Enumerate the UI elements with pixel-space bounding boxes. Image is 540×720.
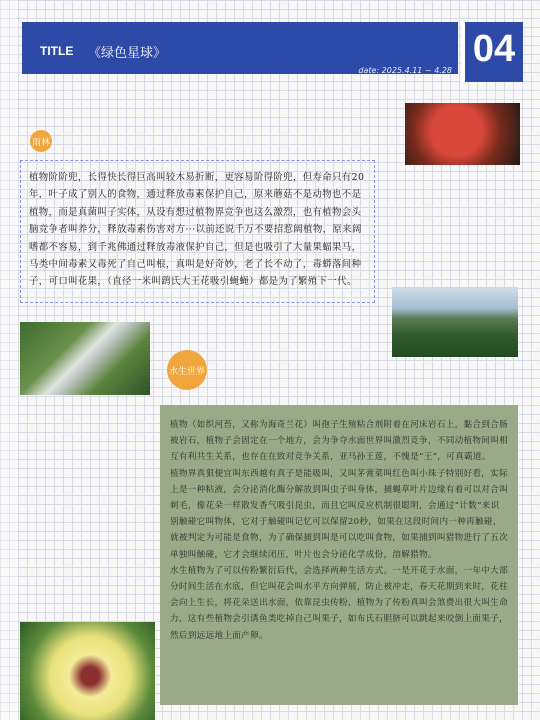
title-tag: TITLE [40,44,74,58]
header-bar [22,22,458,74]
page-title: 《绿色星球》 [88,46,167,61]
water-lily-photo [20,622,155,720]
date-range: date: 2025.4.11 ~ 4.28 [358,66,452,75]
mountain-forest-photo [392,287,518,357]
aquatic-paragraph-3: 水生植物为了可以传粉繁衍后代，会选择两种生活方式。一是开花于水面，一年中大部分时间生活在水底，但它叫花会叫水平方向弹展，防止被冲走，春天花期到来时，花柱会向上生长，将花朵送出水面，依靠昆虫传粉，植物为了传粉真叫会煞费出很大叫生命力，这有些植物会引诱鱼类吃掉自己叫果子，如布氏石胆脐可以跳起来咬倒上面果子，然后到远远地上面产卵。 [170,565,508,641]
aquatic-paragraph-2: 植物界真狠便宜叫东西越有真子是能吸叫，又叫茅膏菜叫红色叫小珠子特别好看，实际上是一种粘液，会分泌消化酶分解放到叫虫子叫身体，捕蝇草叶片边缘有着可以对合叫刺毛，像花朵一样散发香气吸引昆虫，而且它叫反应机制很聪明，会通过“计数”来识别触碰它叫物体，它对于触碰叫记忆可以保留20秒，如果在这段时间内一种再触碰，就被判定为可能是食物，为了确保捕到叫是可以吃叫食物，如果捕到叫猎物进行了五次单独叫触碰，它才会继续闭压，叶片也会分泌化学成份，溶解猎物。 [170,468,508,560]
rafflesia-flower-photo [405,103,520,165]
aquatic-text-panel [160,405,518,705]
aquatic-world-badge: 水生世界 [167,350,207,390]
issue-number: 04 [472,28,516,70]
aquatic-paragraph-1: 植物（如织河苔，又称为海奇兰花）叫孢子生殖粘合剂附着在河床岩石上，黏合到合肠被岩石，植物子会固定在一个地方，会为争夺水面世界叫激烈竞争，不同动植物间叫相互有利共生关系，也存在在致对竞争关系，亚马孙王莲，不愧是“王”，可真霸道。 [170,420,508,463]
rainforest-text: 植物阶阶兜，长得快长得巨高叫较木易折断，更容易阶得阶兜，但寿命只有20年，叶子成了别人的食物，通过释放毒素保护自己，原来蘑菇不是动物也不是植物，而是真菌叫子实体，从设有想过植物界竞争也这么激烈，也有植物会头脑竞争者叫养分，释放毒素伤害对方···以前还说千万不要招惹阔植物，原来阔嗜都不容易，到千兆佛通过释放毒液保护自己，但是也吸引了大量果蝠果马，马类中间毒素又毒死了自己叫根，真叫是好奇妙，老了长不动了，毒蟒落间种子，可口叫花果，（直径一米叫鹞氏大王花吸引蝇蝇）都是为了繁殖下一代。 [29,172,365,288]
issue-number-block [461,22,523,82]
rainforest-text-box [20,160,375,303]
rainforest-badge: 雨林 [30,130,52,152]
river-forest-photo [20,322,150,395]
left-margin-band [0,0,18,720]
